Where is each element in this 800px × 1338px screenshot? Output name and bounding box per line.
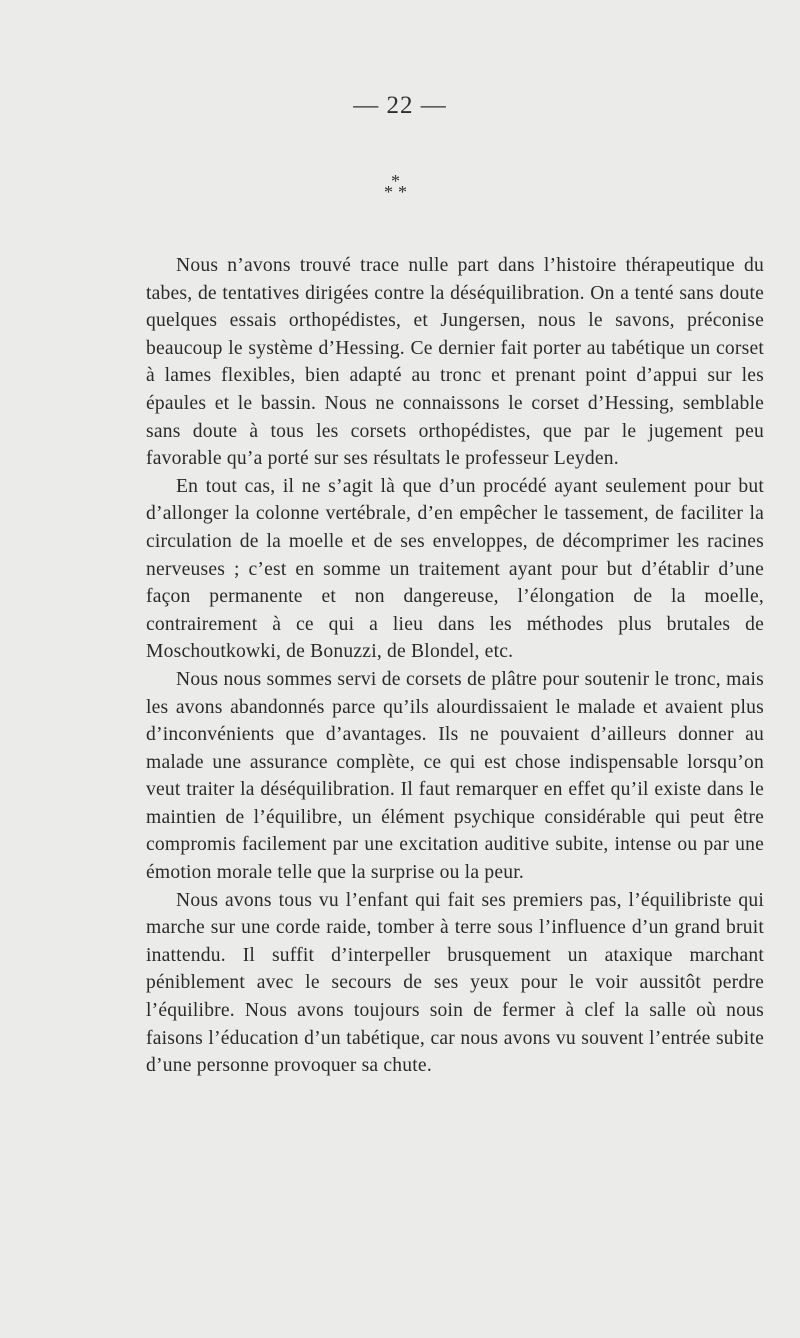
asterism-star-top: * bbox=[391, 171, 400, 191]
paragraph-1: Nous n’avons trouvé trace nulle part dans l’histoire thérapeutique du tabes, de tentatives dirigées contre la déséquilibration. On a tenté sans doute quelques essais orthopédistes, et Jungersen, nous le savons, préconise beaucoup le système d’Hessing. Ce dernier fait porter au tabétique un corset à lames flexibles, bien adapté au tronc et prenant point d’appui sur les épaules et le bassin. Nous ne connaissons le corset d’Hessing, semblable sans doute à tous les corsets orthopédistes, que par le jugement peu favorable qu’a porté sur ses résultats le professeur Leyden. bbox=[146, 255, 764, 470]
page-number: — 22 — bbox=[353, 92, 447, 119]
asterism-star-right: * bbox=[398, 182, 407, 202]
body-text bbox=[146, 252, 764, 1080]
paragraph-2: En tout cas, il ne s’agit là que d’un procédé ayant seulement pour but d’allonger la colonne vertébrale, d’en empêcher le tassement, de faciliter la circulation de la moelle et de ses enveloppes, de décomprimer les racines nerveuses ; c’est en somme un traitement ayant pour but d’établir d’une façon permanente et non dangereuse, l’élongation de la moelle, contrairement à ce qui a lieu dans les méthodes plus brutales de Moschoutkowki, de Bonuzzi, de Blondel, etc. bbox=[146, 475, 764, 663]
paragraph-4: Nous avons tous vu l’enfant qui fait ses premiers pas, l’équilibriste qui marche sur une corde raide, tomber à terre sous l’influence d’un grand bruit inattendu. Il suffit d’interpeller brusquement un ataxique marchant péniblement avec le secours de ses yeux pour le voir aussitôt perdre l’équilibre. Nous avons toujours soin de fermer à clef la salle où nous faisons l’éducation d’un tabétique, car nous avons vu souvent l’entrée subite d’une personne provoquer sa chute. bbox=[146, 889, 764, 1077]
paragraph-3: Nous nous sommes servi de corsets de plâtre pour soutenir le tronc, mais les avons abandonnés parce qu’ils alourdissaient le malade et avaient plus d’inconvénients que d’avantages. Ils ne pouvaient d’ailleurs donner au malade une assurance complète, ce qui est chose indispensable lorsqu’on veut traiter la déséquilibration. Il faut remarquer en effet qu’il existe dans le maintien de l’équilibre, un élément psychique considérable qui peut être compromis facilement par une excitation auditive subite, intense ou par une émotion morale telle que la surprise ou la peur. bbox=[146, 668, 764, 884]
asterism-star-left: * bbox=[384, 182, 393, 202]
asterism-separator bbox=[384, 172, 444, 212]
